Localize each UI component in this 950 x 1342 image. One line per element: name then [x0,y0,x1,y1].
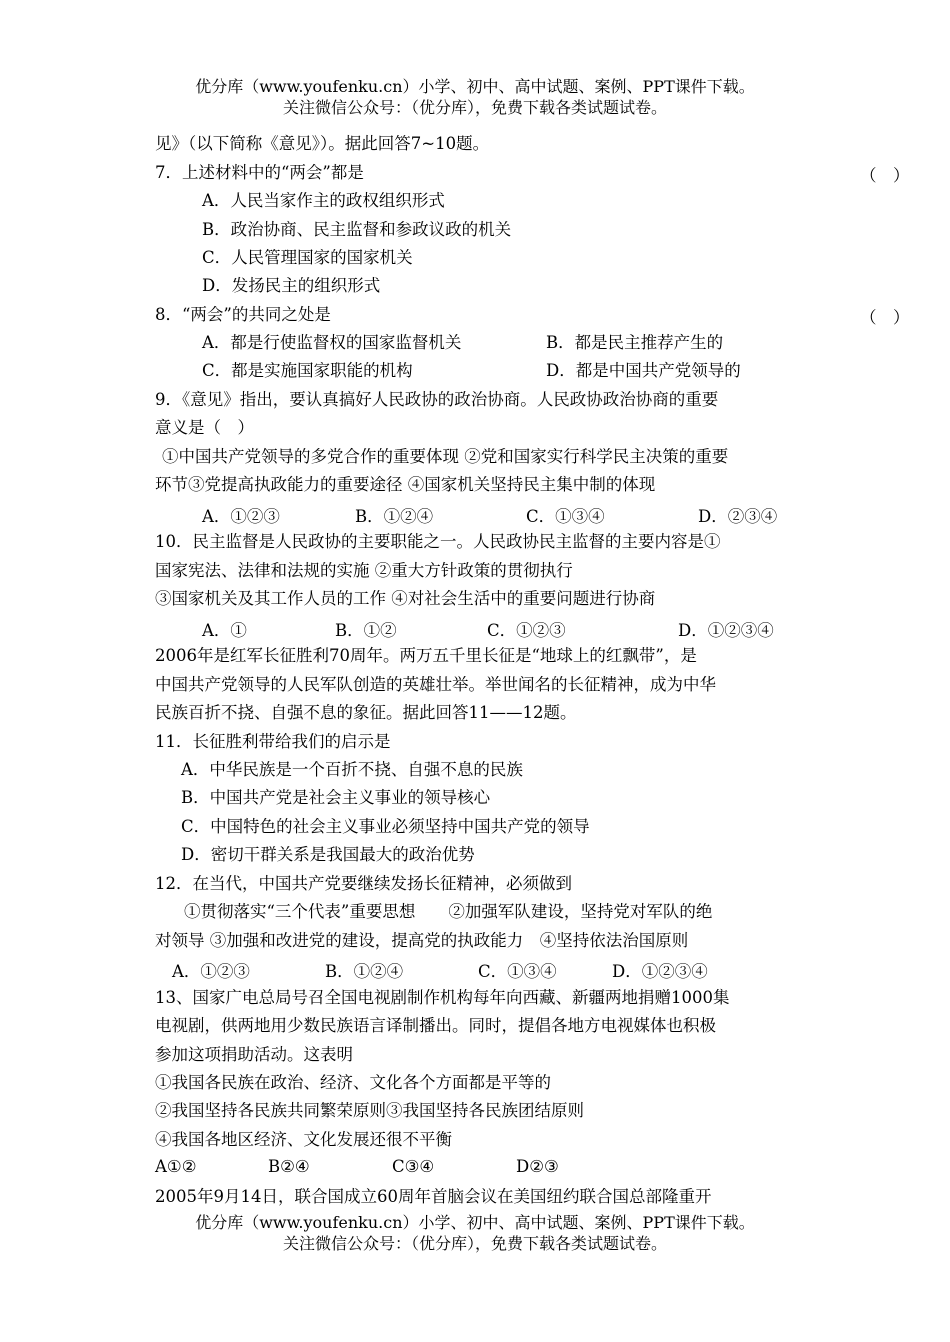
q13-item-2: ②我国坚持各民族共同繁荣原则③我国坚持各民族团结原则 [155,1101,584,1120]
q13-option-c: C③④ [392,1157,435,1176]
q10-option-d: D．①②③④ [678,621,774,640]
q7-stem: 7．上述材料中的“两会”都是 [155,163,364,182]
q9-stem-line-1: 9．《意见》指出，要认真搞好人民政协的政治协商。人民政协政治协商的重要 [155,390,719,409]
q8-option-a: A．都是行使监督权的国家监督机关 [202,333,462,352]
passage2-line-1: 2006年是红军长征胜利70周年。两万五千里长征是“地球上的红飘带”，是 [155,646,697,665]
q11-stem: 11．长征胜利带给我们的启示是 [155,732,391,751]
q13-stem-line-2: 电视剧，供两地用少数民族语言译制播出。同时，提倡各地方电视媒体也积极 [155,1016,716,1035]
q11-option-c: C．中国特色的社会主义事业必须坚持中国共产党的领导 [181,817,590,836]
q11-option-a: A．中华民族是一个百折不挠、自强不息的民族 [181,760,523,779]
q8-option-c: C．都是实施国家职能的机构 [202,361,413,380]
q10-option-b: B．①② [335,621,397,640]
q7-option-c: C．人民管理国家的国家机关 [202,248,413,267]
q12-stem: 12．在当代，中国共产党要继续发扬长征精神，必须做到 [155,874,572,893]
q8-option-d: D．都是中国共产党领导的 [546,361,741,380]
q7-answer-paren: （ ） [860,166,910,185]
q12-option-d: D．①②③④ [612,962,708,981]
q13-stem-line-3: 参加这项捐助活动。这表明 [155,1045,353,1064]
closing-line: 2005年9月14日，联合国成立60周年首脑会议在美国纽约联合国总部隆重开 [155,1187,712,1206]
q7-option-b: B．政治协商、民主监督和参政议政的机关 [202,220,512,239]
intro-tail: 见》（以下简称《意见》）。据此回答7~10题。 [155,134,490,153]
q9-option-d: D．②③④ [698,507,778,526]
q10-stem-line-2: 国家宪法、法律和法规的实施 ②重大方针政策的贯彻执行 [155,561,573,580]
q13-item-1: ①我国各民族在政治、经济、文化各个方面都是平等的 [155,1073,551,1092]
q13-item-3: ④我国各地区经济、文化发展还很不平衡 [155,1130,452,1149]
q10-option-a: A．① [202,621,247,640]
q12-option-a: A．①②③ [172,962,250,981]
header-line-1: 优分库（www.youfenku.cn）小学、初中、高中试题、案例、PPT课件下载。 [195,77,755,96]
q13-option-b: B②④ [268,1157,310,1176]
header-line-2: 关注微信公众号：（优分库），免费下载各类试题试卷。 [282,98,667,117]
q13-option-a: A①② [155,1157,197,1176]
q8-option-b: B．都是民主推荐产生的 [546,333,724,352]
q12-items-line-2: 对领导 ③加强和改进党的建设，提高党的执政能力 ④坚持依法治国原则 [155,931,689,950]
q9-option-a: A．①②③ [202,507,280,526]
footer-line-1: 优分库（www.youfenku.cn）小学、初中、高中试题、案例、PPT课件下载。 [195,1213,755,1232]
q8-answer-paren: （ ） [860,308,910,327]
q10-stem-line-1: 10．民主监督是人民政协的主要职能之一。人民政协民主监督的主要内容是① [155,532,721,551]
q10-option-c: C．①②③ [487,621,566,640]
q12-option-b: B．①②④ [325,962,404,981]
q13-stem-line-1: 13、国家广电总局号召全国电视剧制作机构每年向西藏、新疆两地捐赠1000集 [155,988,730,1007]
q13-option-d: D②③ [516,1157,559,1176]
q8-stem: 8．“两会”的共同之处是 [155,305,331,324]
passage2-line-3: 民族百折不挠、自强不息的象征。据此回答11——12题。 [155,703,577,722]
q11-option-b: B．中国共产党是社会主义事业的领导核心 [181,788,491,807]
q9-items-line-1: ①中国共产党领导的多党合作的重要体现 ②党和国家实行科学民主决策的重要 [162,447,729,466]
q9-option-b: B．①②④ [355,507,434,526]
q7-option-a: A．人民当家作主的政权组织形式 [202,191,445,210]
q12-option-c: C．①③④ [478,962,557,981]
q9-stem-line-2: 意义是（ ） [155,418,254,437]
q11-option-d: D．密切干群关系是我国最大的政治优势 [181,845,475,864]
passage2-line-2: 中国共产党领导的人民军队创造的英雄壮举。举世闻名的长征精神，成为中华 [155,675,716,694]
q12-items-line-1: ①贯彻落实“三个代表”重要思想 ②加强军队建设，坚持党对军队的绝 [184,902,713,921]
footer-line-2: 关注微信公众号：（优分库），免费下载各类试题试卷。 [282,1234,667,1253]
q9-option-c: C．①③④ [526,507,605,526]
q9-items-line-2: 环节③党提高执政能力的重要途径 ④国家机关坚持民主集中制的体现 [155,475,656,494]
q10-stem-line-3: ③国家机关及其工作人员的工作 ④对社会生活中的重要问题进行协商 [155,589,656,608]
q7-option-d: D．发扬民主的组织形式 [202,276,381,295]
